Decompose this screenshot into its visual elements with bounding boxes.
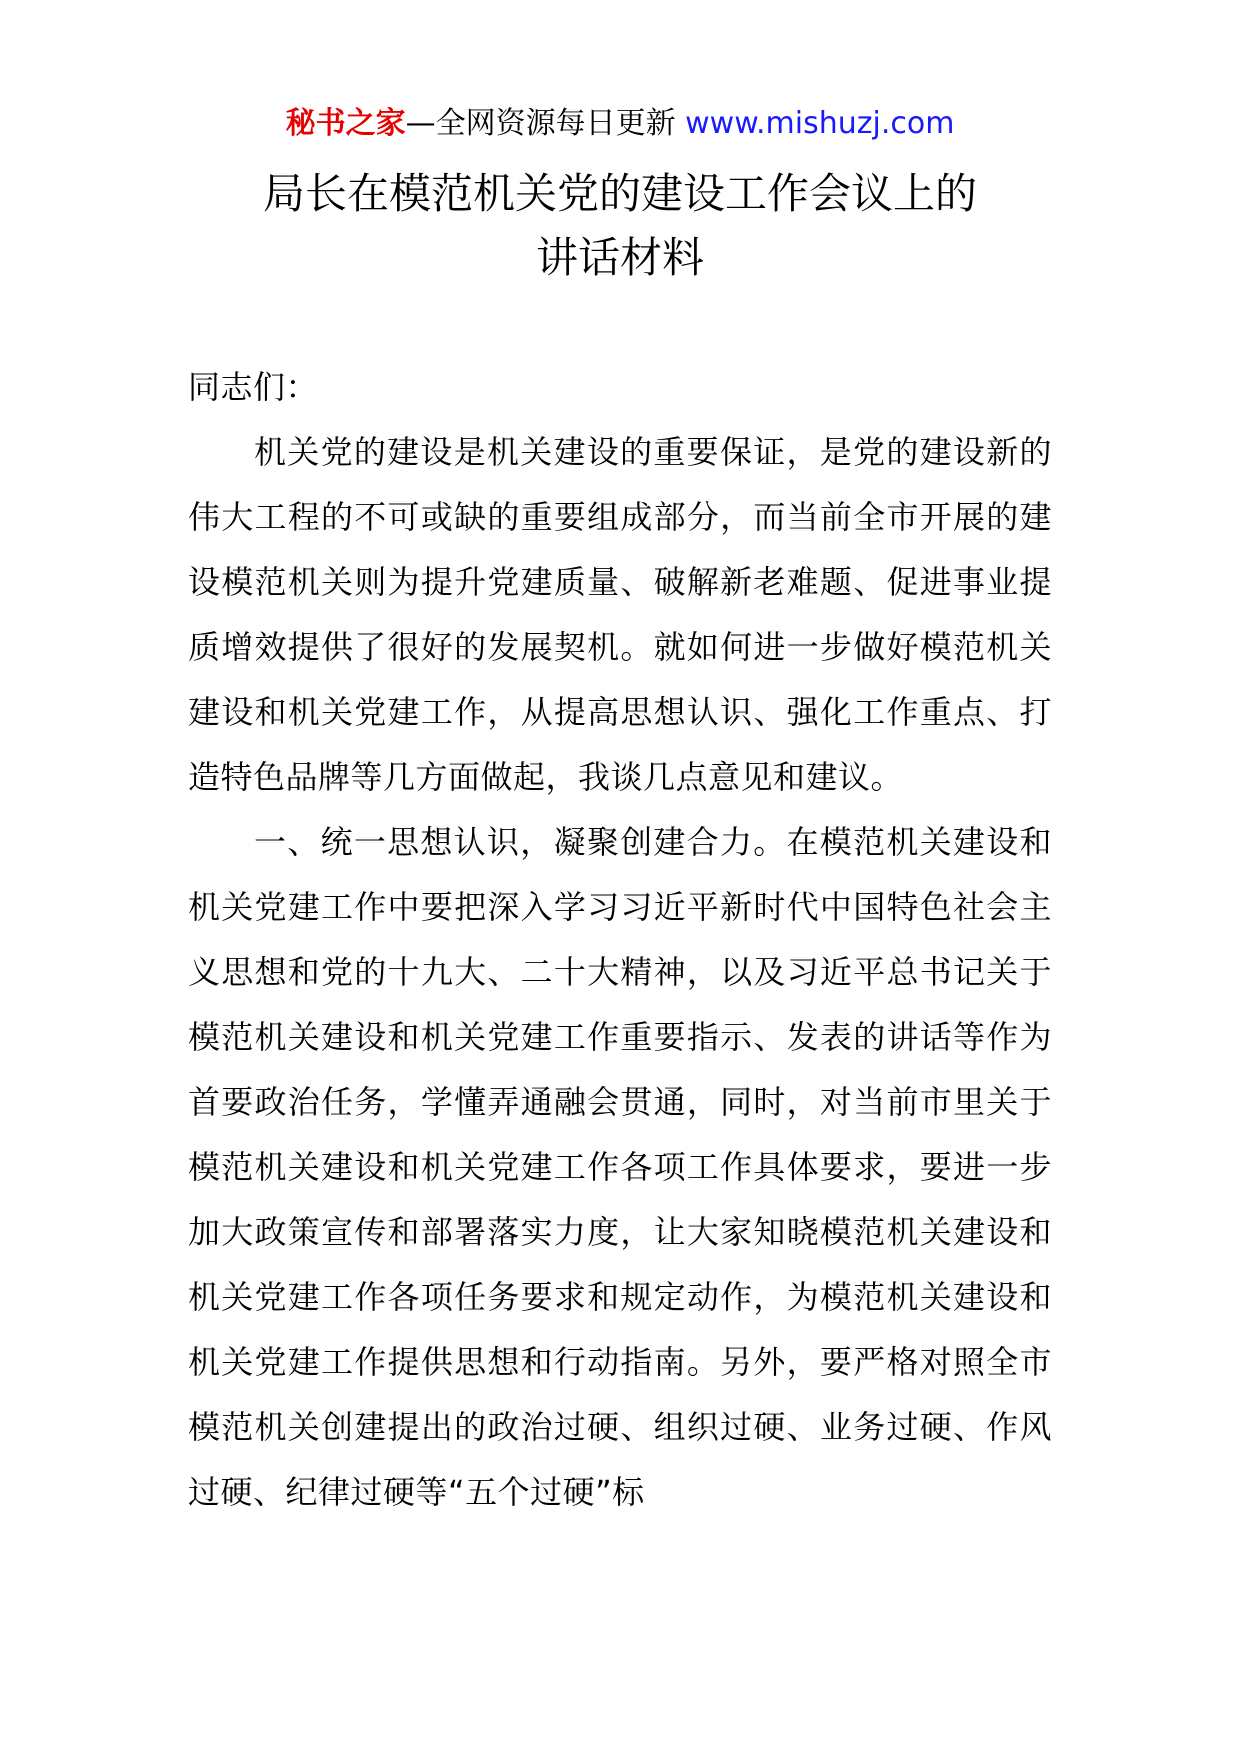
site-url-link[interactable]: www.mishuzj.com [685, 106, 955, 141]
header-tagline: —全网资源每日更新 [405, 106, 686, 141]
document-body [188, 355, 1052, 1525]
greeting: 同志们： [188, 368, 319, 406]
section-heading-1: 一、统一思想认识，凝聚创建合力。 [254, 823, 787, 861]
paragraph-2 [188, 810, 1052, 1525]
paragraph-1: 机关党的建设是机关建设的重要保证，是党的建设新的伟大工程的不可或缺的重要组成部分，而当前全市开展的建设模范机关则为提升党建质量、破解新老难题、促进事业提质增效提供了很好的发展契机。就如何进一步做好模范机关建设和机关党建工作，从提高思想认识、强化工作重点、打造特色品牌等几方面做起，我谈几点意见和建议。 [188, 433, 1052, 796]
paragraph-2-text: 在模范机关建设和机关党建工作中要把深入学习习近平新时代中国特色社会主义思想和党的十九大、二十大精神，以及习近平总书记关于模范机关建设和机关党建工作重要指示、发表的讲话等作为首要政治任务，学懂弄通融会贯通，同时，对当前市里关于模范机关建设和机关党建工作各项工作具体要求，要进一步加大政策宣传和部署落实力度，让大家知晓模范机关建设和机关党建工作各项任务要求和规定动作，为模范机关建设和机关党建工作提供思想和行动指南。另外，要严格对照全市模范机关创建提出的政治过硬、组织过硬、业务过硬、作风过硬、纪律过硬等“五个过硬”标 [188, 823, 1052, 1511]
site-header-banner [0, 104, 1240, 144]
document-title [0, 162, 1240, 290]
title-line-2: 讲话材料 [535, 233, 704, 282]
title-line-1: 局长在模范机关党的建设工作会议上的 [262, 169, 977, 218]
brand-name: 秘书之家 [285, 106, 406, 141]
